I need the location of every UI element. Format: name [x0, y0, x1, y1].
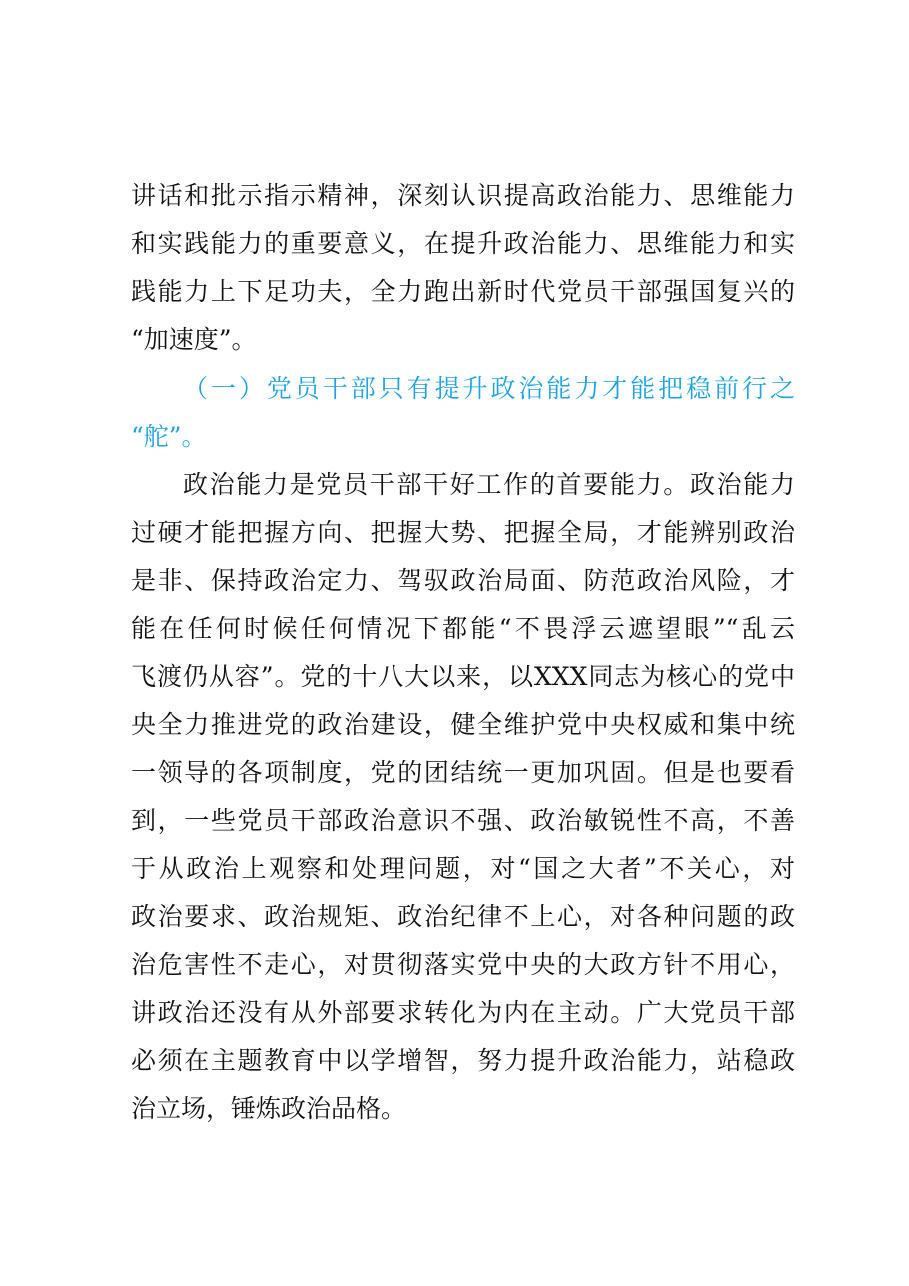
paragraph-line: 飞渡仍从容”。党的十八大以来，以XXX同志为核心的党中 [131, 662, 795, 691]
paragraph-line: 讲政治还没有从外部要求转化为内在主动。广大党员干部 [131, 998, 795, 1027]
paragraph-line: 是非、保持政治定力、驾驭政治局面、防范政治风险，才 [131, 566, 795, 595]
paragraph-line: 于从政治上观察和处理问题，对“国之大者”不关心，对 [131, 854, 795, 883]
paragraph-line: “加速度”。 [131, 325, 257, 354]
paragraph-line: 到，一些党员干部政治意识不强、政治敏锐性不高，不善 [131, 806, 795, 835]
paragraph-line: 治立场，锤炼政治品格。 [131, 1094, 407, 1123]
section-heading-line: “舵”。 [131, 422, 207, 451]
paragraph-line: 能在任何时候任何情况下都能“不畏浮云遮望眼”“乱云 [131, 614, 795, 643]
paragraph-line: 政治能力是党员干部干好工作的首要能力。政治能力 [183, 470, 795, 499]
paragraph-line: 讲话和批示指示精神，深刻认识提高政治能力、思维能力 [131, 181, 795, 210]
paragraph-line: 过硬才能把握方向、把握大势、把握全局，才能辨别政治 [131, 518, 795, 547]
paragraph-line: 一领导的各项制度，党的团结统一更加巩固。但是也要看 [131, 758, 795, 787]
paragraph-line: 政治要求、政治规矩、政治纪律不上心，对各种问题的政 [131, 902, 795, 931]
paragraph-line: 践能力上下足功夫，全力跑出新时代党员干部强国复兴的 [131, 277, 795, 306]
paragraph-line: 和实践能力的重要意义，在提升政治能力、思维能力和实 [131, 229, 795, 258]
paragraph-line: 必须在主题教育中以学增智，努力提升政治能力，站稳政 [131, 1046, 795, 1075]
paragraph-line: 央全力推进党的政治建设，健全维护党中央权威和集中统 [131, 710, 795, 739]
paragraph-line: 治危害性不走心，对贯彻落实党中央的大政方针不用心， [131, 950, 795, 979]
section-heading-line: （一）党员干部只有提升政治能力才能把稳前行之 [183, 374, 795, 403]
